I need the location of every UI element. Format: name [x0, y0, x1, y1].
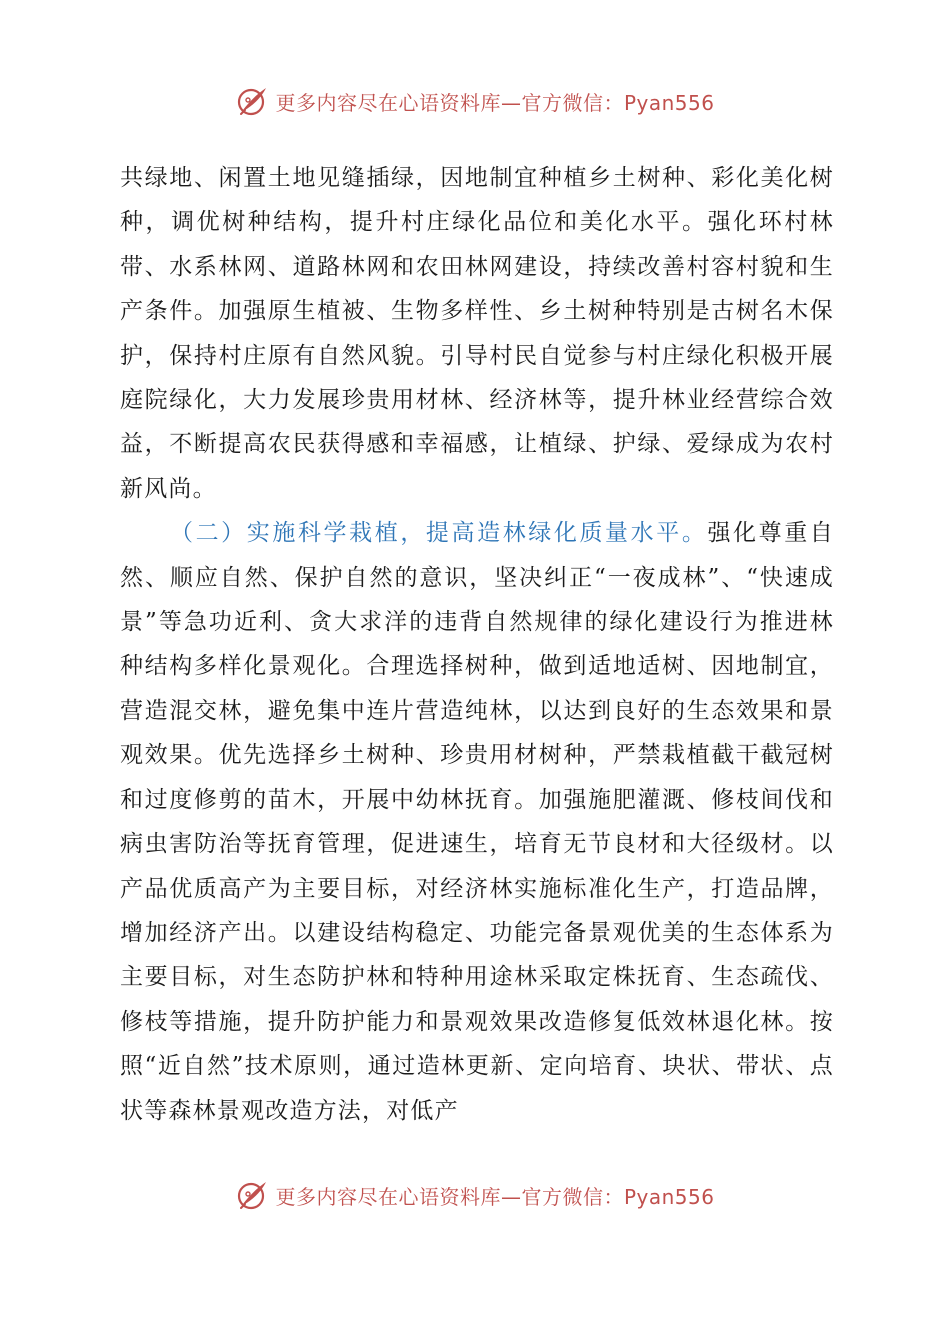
feather-pen-logo-icon — [235, 84, 269, 118]
feather-pen-logo-icon — [235, 1178, 269, 1212]
body-paragraph-2 — [120, 511, 834, 1133]
section-heading-2: （二）实施科学栽植，提高造林绿化质量水平。 — [170, 520, 708, 547]
document-body — [120, 156, 834, 1133]
body-paragraph-2-text: 强化尊重自然、顺应自然、保护自然的意识，坚决纠正“一夜成林”、“快速成景”等急功近利、贪大求洋的违背自然规律的绿化建设行为推进林种结构多样化景观化。合理选择树种，做到适地适树、因地制宜，营造混交林，避免集中连片营造纯林，以达到良好的生态效果和景观效果。优先选择乡土树种、珍贵用材树种，严禁栽植截干截冠树和过度修剪的苗木，开展中幼林抚育。加强施肥灌溉、修枝间伐和病虫害防治等抚育管理，促进速生，培育无节良材和大径级材。以产品优质高产为主要目标，对经济林实施标准化生产，打造品牌，增加经济产出。以建设结构稳定、功能完备景观优美的生态体系为主要目标，对生态防护林和特种用途林采取定株抚育、生态疏伐、修枝等措施，提升防护能力和景观效果改造修复低效林退化林。按照“近自然”技术原则，通过造林更新、定向培育、块状、带状、点状等森林景观改造方法，对低产 — [120, 520, 835, 1124]
footer-watermark-text: 更多内容尽在心语资料库—官方微信：Pyan556 — [275, 1184, 715, 1209]
header-watermark-text: 更多内容尽在心语资料库—官方微信：Pyan556 — [275, 90, 715, 115]
header-watermark-banner — [0, 84, 950, 118]
footer-watermark-banner — [0, 1178, 950, 1212]
body-paragraph-1: 共绿地、闲置土地见缝插绿，因地制宜种植乡土树种、彩化美化树种，调优树种结构，提升村庄绿化品位和美化水平。强化环村林带、水系林网、道路林网和农田林网建设，持续改善村容村貌和生产条件。加强原生植被、生物多样性、乡土树种特别是古树名木保护，保持村庄原有自然风貌。引导村民自觉参与村庄绿化积极开展庭院绿化，大力发展珍贵用材林、经济林等，提升林业经营综合效益，不断提高农民获得感和幸福感，让植绿、护绿、爱绿成为农村新风尚。 — [120, 165, 834, 502]
